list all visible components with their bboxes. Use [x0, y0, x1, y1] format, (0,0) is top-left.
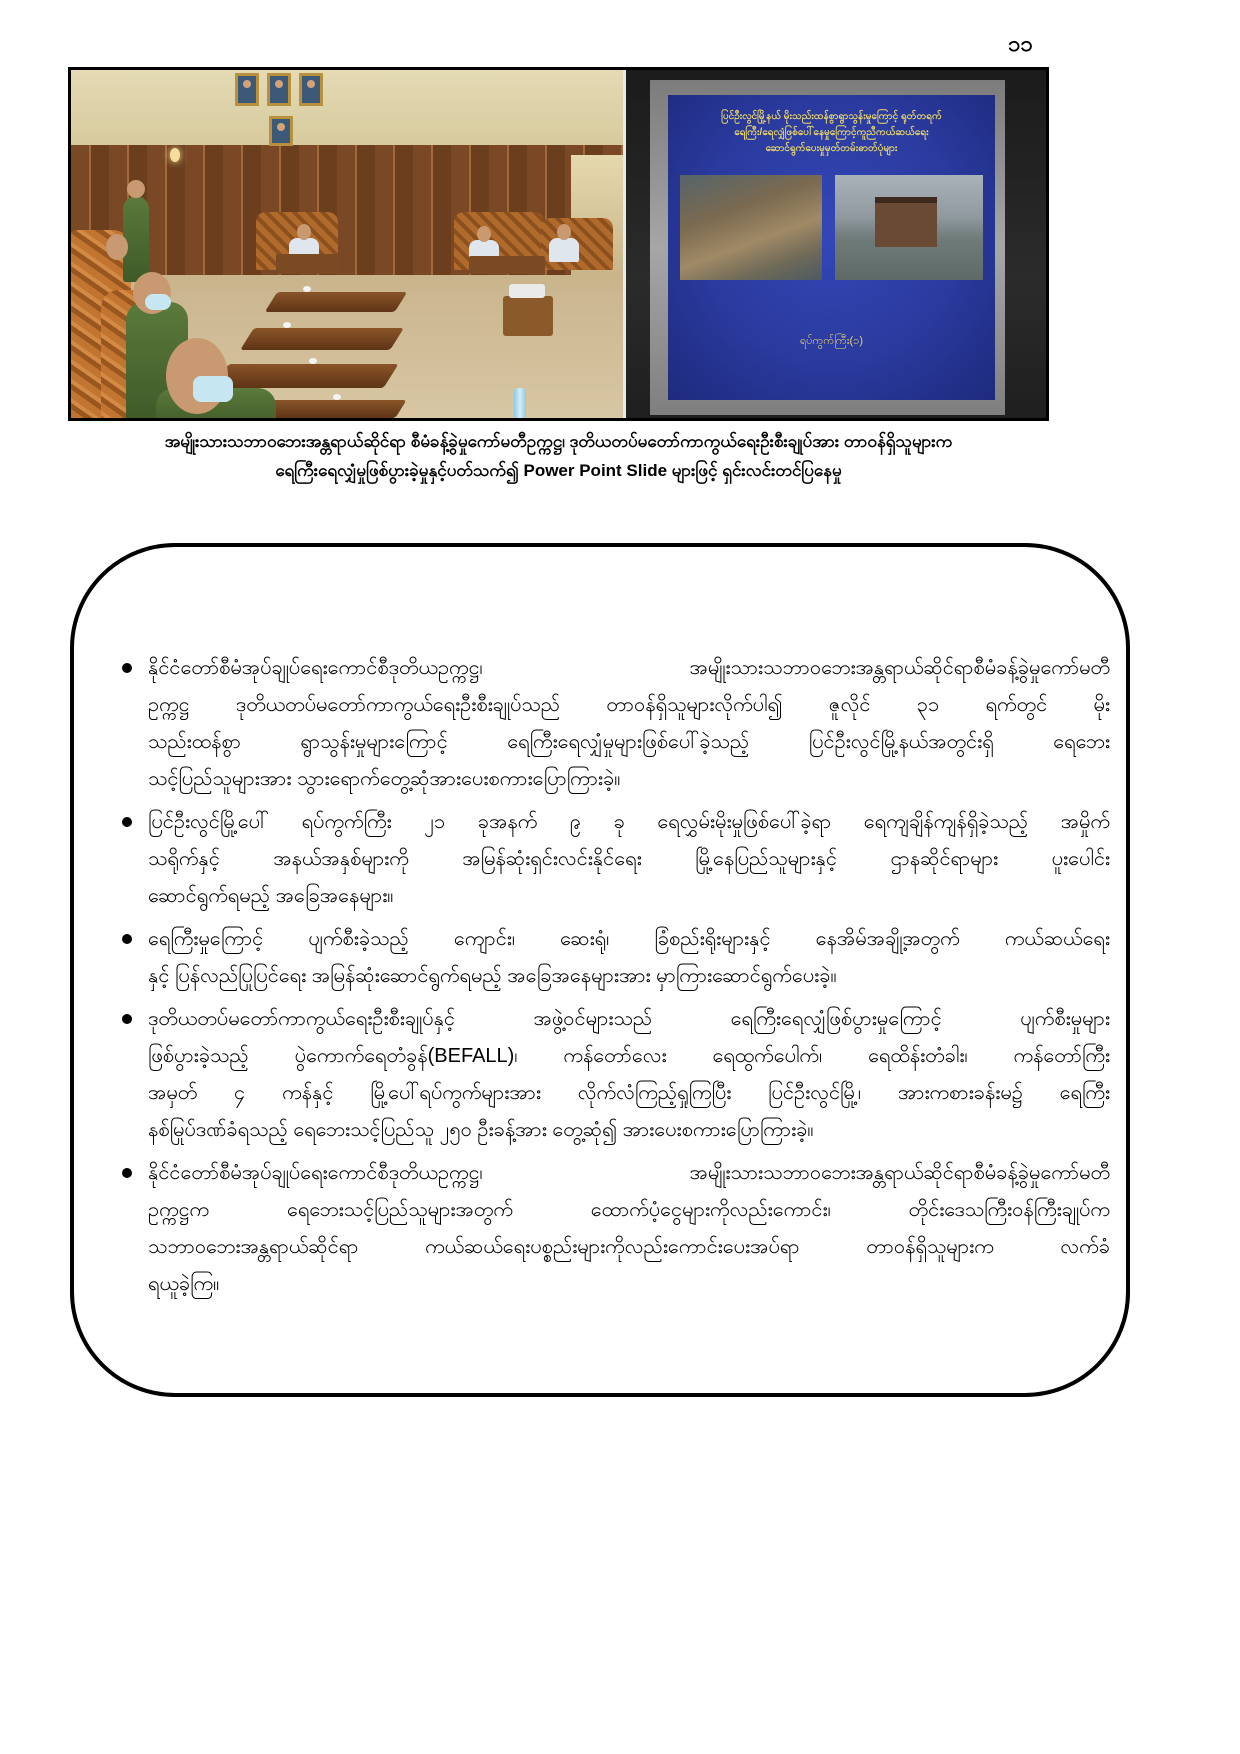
bullet-line: ရယူခဲ့ကြ။	[148, 1273, 220, 1295]
caption-line: ရေကြီးရေလျှံမှုဖြစ်ပွားခဲ့မှုနှင့်ပတ်သက်၍ Power Point Slide များဖြင့် ရှင်းလင်းတင်ပြနေမှု	[275, 461, 842, 480]
bullet-line: နစ်မြုပ်ဒဏ်ခံရသည့် ရေဘေးသင့်ပြည်သူ ၂၅၀ ဦးခန့်အား တွေ့ဆုံ၍ အားပေးစကားပြောကြားခဲ့။	[148, 1119, 814, 1141]
meeting-room-photo	[71, 70, 623, 418]
bullet-text	[148, 1001, 1110, 1149]
slide-title-line: ပြင်ဦးလွင်မြို့နယ် မိုးသည်းထန်စွာရွာသွန်းမှုကြောင့် ရုတ်တရက်	[721, 111, 942, 122]
cream-wall	[71, 70, 623, 150]
wall-lamp	[170, 148, 180, 162]
bullet-line: ဥက္ကဋ္ဌက ရေဘေးသင့်ပြည်သူများအတွက် ထောက်ပံ့ငွေများကိုလည်းကောင်း၊ တိုင်းဒေသကြီးဝန်ကြီးချုပ်က	[148, 1199, 1110, 1221]
bullet-line: ပြင်ဦးလွင်မြို့ပေါ် ရပ်ကွက်ကြီး ၂၁ ခုအနက် ၉ ခု ရေလွှမ်းမိုးမှုဖြစ်ပေါ်ခဲ့ရာ ရေကျချိန်ကျန်ရှိခဲ့သည့် အမှိုက်	[148, 811, 1110, 833]
standing-officer	[123, 196, 149, 282]
bullet-text	[148, 1155, 1110, 1303]
bullet-line: ဒုတိယတပ်မတော်ကာကွယ်ရေးဦးစီးချုပ်နှင့် အဖွဲ့ဝင်များသည် ရေကြီးရေလျှံဖြစ်ပွားမှုကြောင့် ပျက်စီးမှုများ	[148, 1008, 1110, 1030]
bullet-text	[148, 921, 1110, 995]
bullet-dot-icon	[122, 663, 132, 673]
bullet-item	[120, 921, 1110, 995]
projector	[509, 284, 545, 298]
portrait	[235, 73, 259, 106]
low-table	[240, 328, 404, 350]
photo-caption	[68, 427, 1049, 485]
photo-frame	[68, 67, 1049, 421]
flood-photo	[835, 175, 983, 280]
bullet-dot-icon	[122, 934, 132, 944]
low-table	[265, 292, 407, 312]
face-mask	[145, 294, 171, 310]
bullet-list	[120, 650, 1110, 1309]
person-head	[106, 234, 128, 260]
portrait	[269, 116, 293, 146]
bullet-line: ဥက္ကဋ္ဌ ဒုတိယတပ်မတော်ကာကွယ်ရေးဦးစီးချုပ်သည် တာဝန်ရှိသူများလိုက်ပါ၍ ဇူလိုင် ၃၁ ရက်တွင် မိုး	[148, 694, 1110, 716]
bullet-dot-icon	[122, 1014, 132, 1024]
cup	[309, 358, 317, 364]
bullet-line: နိုင်ငံတော်စီမံအုပ်ချုပ်ရေးကောင်စီဒုတိယဥက္ကဋ္ဌ၊ အမျိုးသားသဘာဝဘေးအန္တရာယ်ဆိုင်ရာစီမံခန့်ခွဲမှုကော်မတီ	[148, 1162, 1110, 1184]
slide-caption: ရပ်ကွက်ကြီး(၁)	[799, 335, 864, 347]
bullet-item	[120, 804, 1110, 915]
caption-line: အမျိုးသားသဘာဝဘေးအန္တရာယ်ဆိုင်ရာ စီမံခန့်ခွဲမှုကော်မတီဥက္ကဋ္ဌ၊ ဒုတိယတပ်မတော်ကာကွယ်ရေးဦးစီးချုပ်အား တာဝန်ရှိသူများက	[164, 432, 953, 451]
bullet-text	[148, 650, 1110, 798]
projector-stand	[503, 296, 553, 336]
bullet-item	[120, 1155, 1110, 1303]
person-head	[297, 224, 311, 240]
person-head	[477, 226, 491, 242]
person-head	[127, 180, 145, 198]
bullet-line: သဘာဝဘေးအန္တရာယ်ဆိုင်ရာ ကယ်ဆယ်ရေးပစ္စည်းများကိုလည်းကောင်းပေးအပ်ရာ တာဝန်ရှိသူများက လက်ခံ	[148, 1236, 1110, 1258]
bullet-dot-icon	[122, 1168, 132, 1178]
flooded-house	[875, 197, 937, 247]
bullet-line: နှင့် ပြန်လည်ပြုပြင်ရေး အမြန်ဆုံးဆောင်ရွက်ရမည့် အခြေအနေများအား မှာကြားဆောင်ရွက်ပေးခဲ့။	[148, 965, 837, 987]
low-table	[276, 254, 340, 274]
bullet-line: ရေကြီးမှုကြောင့် ပျက်စီးခဲ့သည့် ကျောင်း၊ ဆေးရုံ၊ ခြံစည်းရိုးများနှင့် နေအိမ်အချို့အတွက် ကယ်ဆယ်ရေး	[148, 928, 1110, 950]
bullet-item	[120, 650, 1110, 798]
projection-screen-photo	[626, 70, 1046, 418]
low-table	[214, 364, 399, 388]
cup	[283, 322, 291, 328]
cup	[303, 286, 311, 292]
slide-title	[674, 109, 989, 157]
face-mask	[193, 376, 233, 402]
presentation-slide	[668, 95, 995, 400]
bullet-line: နိုင်ငံတော်စီမံအုပ်ချုပ်ရေးကောင်စီဒုတိယဥက္ကဋ္ဌ၊ အမျိုးသားသဘာဝဘေးအန္တရာယ်ဆိုင်ရာစီမံခန့်ခွဲမှုကော်မတီ	[148, 657, 1110, 679]
bullet-line: ဆောင်ရွက်ရမည့် အခြေအနေများ။	[148, 885, 394, 907]
bullet-line: အမှတ် ၄ ကန်နှင့် မြို့ပေါ်ရပ်ကွက်များအား လိုက်လံကြည့်ရှုကြပြီး ပြင်ဦးလွင်မြို့၊ အားကစားခန်းမ၌ ရေကြီး	[148, 1082, 1110, 1104]
bullet-item	[120, 1001, 1110, 1149]
bullet-line: သင့်ပြည်သူများအား သွားရောက်တွေ့ဆုံအားပေးစကားပြောကြားခဲ့။	[148, 768, 621, 790]
bullet-dot-icon	[122, 817, 132, 827]
bullet-line: သည်းထန်စွာ ရွာသွန်းမှုများကြောင့် ရေကြီးရေလျှံမှုများဖြစ်ပေါ်ခဲ့သည့် ပြင်ဦးလွင်မြို့နယ်အတွင်းရှိ ရေဘေး	[148, 731, 1110, 753]
bullet-text	[148, 804, 1110, 915]
flood-photo	[680, 175, 822, 280]
cup	[333, 394, 341, 400]
page-number: ၁၁	[1008, 31, 1033, 56]
slide-title-line: ဆောင်ရွက်ပေးမှုမှတ်တမ်းဓာတ်ပုံများ	[765, 143, 898, 154]
water-bottle	[514, 388, 526, 418]
low-table	[469, 256, 545, 274]
portrait	[267, 73, 291, 106]
portrait	[299, 73, 323, 106]
bullet-line: ဖြစ်ပွားခဲ့သည့် ပွဲကောက်ရေတံခွန်(BEFALL)၊ ကန်တော်လေး ရေထွက်ပေါက်၊ ရေထိန်းတံခါး၊ ကန်တော်ကြီး	[148, 1045, 1110, 1067]
slide-title-line: ရေကြီး/ရေလျှံဖြစ်ပေါ်နေမှုကြောင့်ကူညီကယ်ဆယ်ရေး	[734, 127, 929, 138]
person-head	[557, 224, 571, 240]
bullet-line: သရိုက်နှင့် အနယ်အနှစ်များကို အမြန်ဆုံးရှင်းလင်းနိုင်ရေး မြို့နေပြည်သူများနှင့် ဌာနဆိုင်ရာများ ပူးပေါင်း	[148, 848, 1110, 870]
seated-person	[549, 238, 579, 262]
